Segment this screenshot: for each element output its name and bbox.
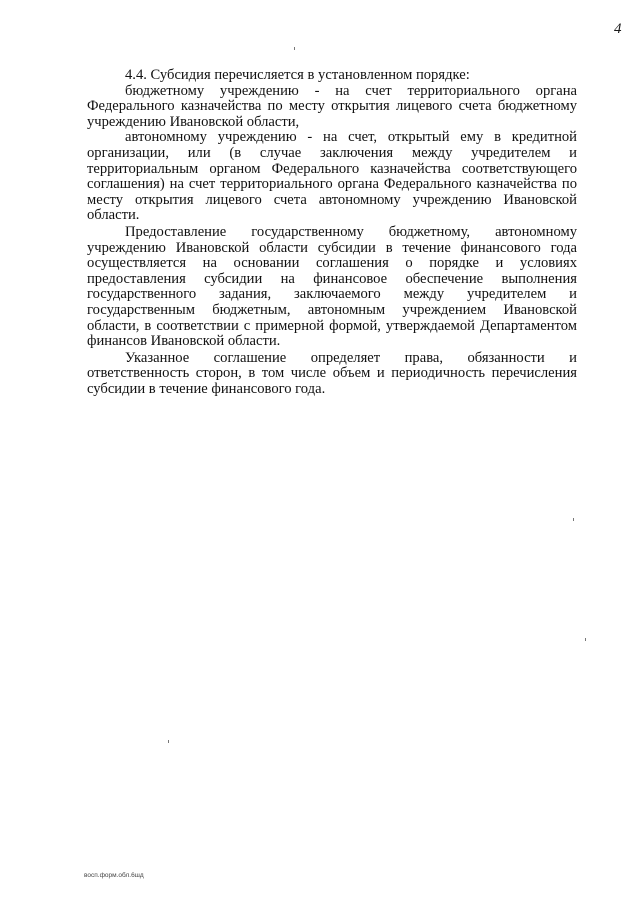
paragraph-agreement-terms: Указанное соглашение определяет права, обязанности и ответственность сторон, в том числе объем и периодичность перечисления субсидии в течение финансового года. [87, 349, 577, 397]
paragraph-autonomous-institution: автономному учреждению - на счет, открытый ему в кредитной организации, или (в случае заключения между учредителем и территориальным органом Федерального казначейства соответствующего соглашения) на счет территориального органа Федерального казначейства по месту открытия лицевого счета автономному учреждению Ивановской области. [87, 129, 577, 224]
page-number: 4 [614, 21, 622, 37]
scan-speck [168, 740, 169, 743]
scan-speck [585, 638, 586, 641]
paragraph-budget-institution: бюджетному учреждению - на счет территориального органа Федерального казначейства по месту открытия лицевого счета бюджетному учреждению Ивановской области, [87, 82, 577, 130]
footer-file-label: восп.форм.обл.6шд [84, 872, 144, 879]
paragraph-4-4-heading: 4.4. Субсидия перечисляется в установленном порядке: [125, 67, 470, 83]
paragraph-subsidy-provision: Предоставление государственному бюджетному, автономному учреждению Ивановской области субсидии в течение финансового года осуществляется на основании соглашения о порядке и условиях предоставления субсидии на финансовое обеспечение выполнения государственного задания, заключаемого между учредителем и государственным бюджетным, автономным учреждением Ивановской области, в соответствии с примерной формой, утверждаемой Департаментом финансов Ивановской области. [87, 223, 577, 350]
document-body [87, 68, 577, 397]
scan-speck [573, 518, 574, 521]
scan-speck [294, 47, 295, 50]
